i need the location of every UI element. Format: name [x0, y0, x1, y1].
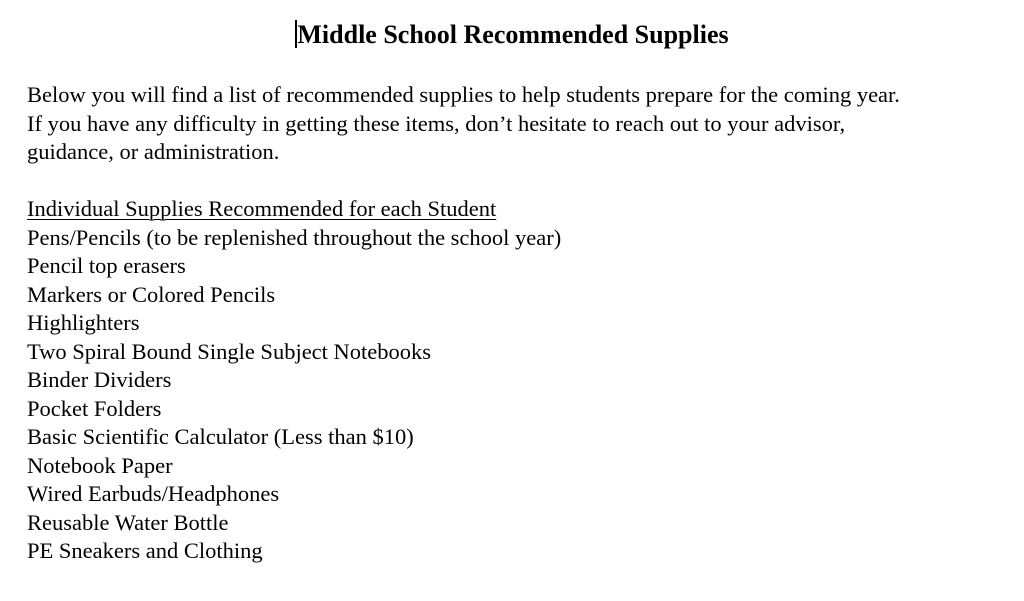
supplies-heading: Individual Supplies Recommended for each Student: [27, 196, 497, 221]
list-item: PE Sneakers and Clothing: [27, 538, 263, 563]
list-item: Pencil top erasers: [27, 253, 186, 278]
supplies-section[interactable]: [27, 195, 561, 566]
list-item: Notebook Paper: [27, 452, 173, 478]
list-item: Wired Earbuds/Headphones: [27, 481, 280, 506]
list-item: Binder Dividers: [27, 367, 172, 392]
list-item: Pocket Folders: [27, 395, 162, 421]
page-title-text: Middle School Recommended Supplies: [297, 20, 729, 49]
list-item: Markers or Colored Pencils: [27, 281, 276, 307]
intro-paragraph[interactable]: [27, 81, 1002, 167]
page-title[interactable]: [0, 18, 1024, 52]
list-item: Pens/Pencils (to be replenished throughout the school year): [27, 224, 562, 250]
intro-line: guidance, or administration.: [27, 139, 280, 164]
list-item: Reusable Water Bottle: [27, 509, 229, 535]
intro-line: If you have any difficulty in getting these items, don’t hesitate to reach out to your advisor,: [27, 110, 846, 136]
list-item: Basic Scientific Calculator (Less than $10): [27, 424, 414, 449]
intro-line: Below you will find a list of recommended supplies to help students prepare for the coming year.: [27, 82, 900, 107]
list-item: Two Spiral Bound Single Subject Notebooks: [27, 338, 432, 364]
supplies-list: [27, 224, 561, 566]
list-item: Highlighters: [27, 310, 140, 335]
